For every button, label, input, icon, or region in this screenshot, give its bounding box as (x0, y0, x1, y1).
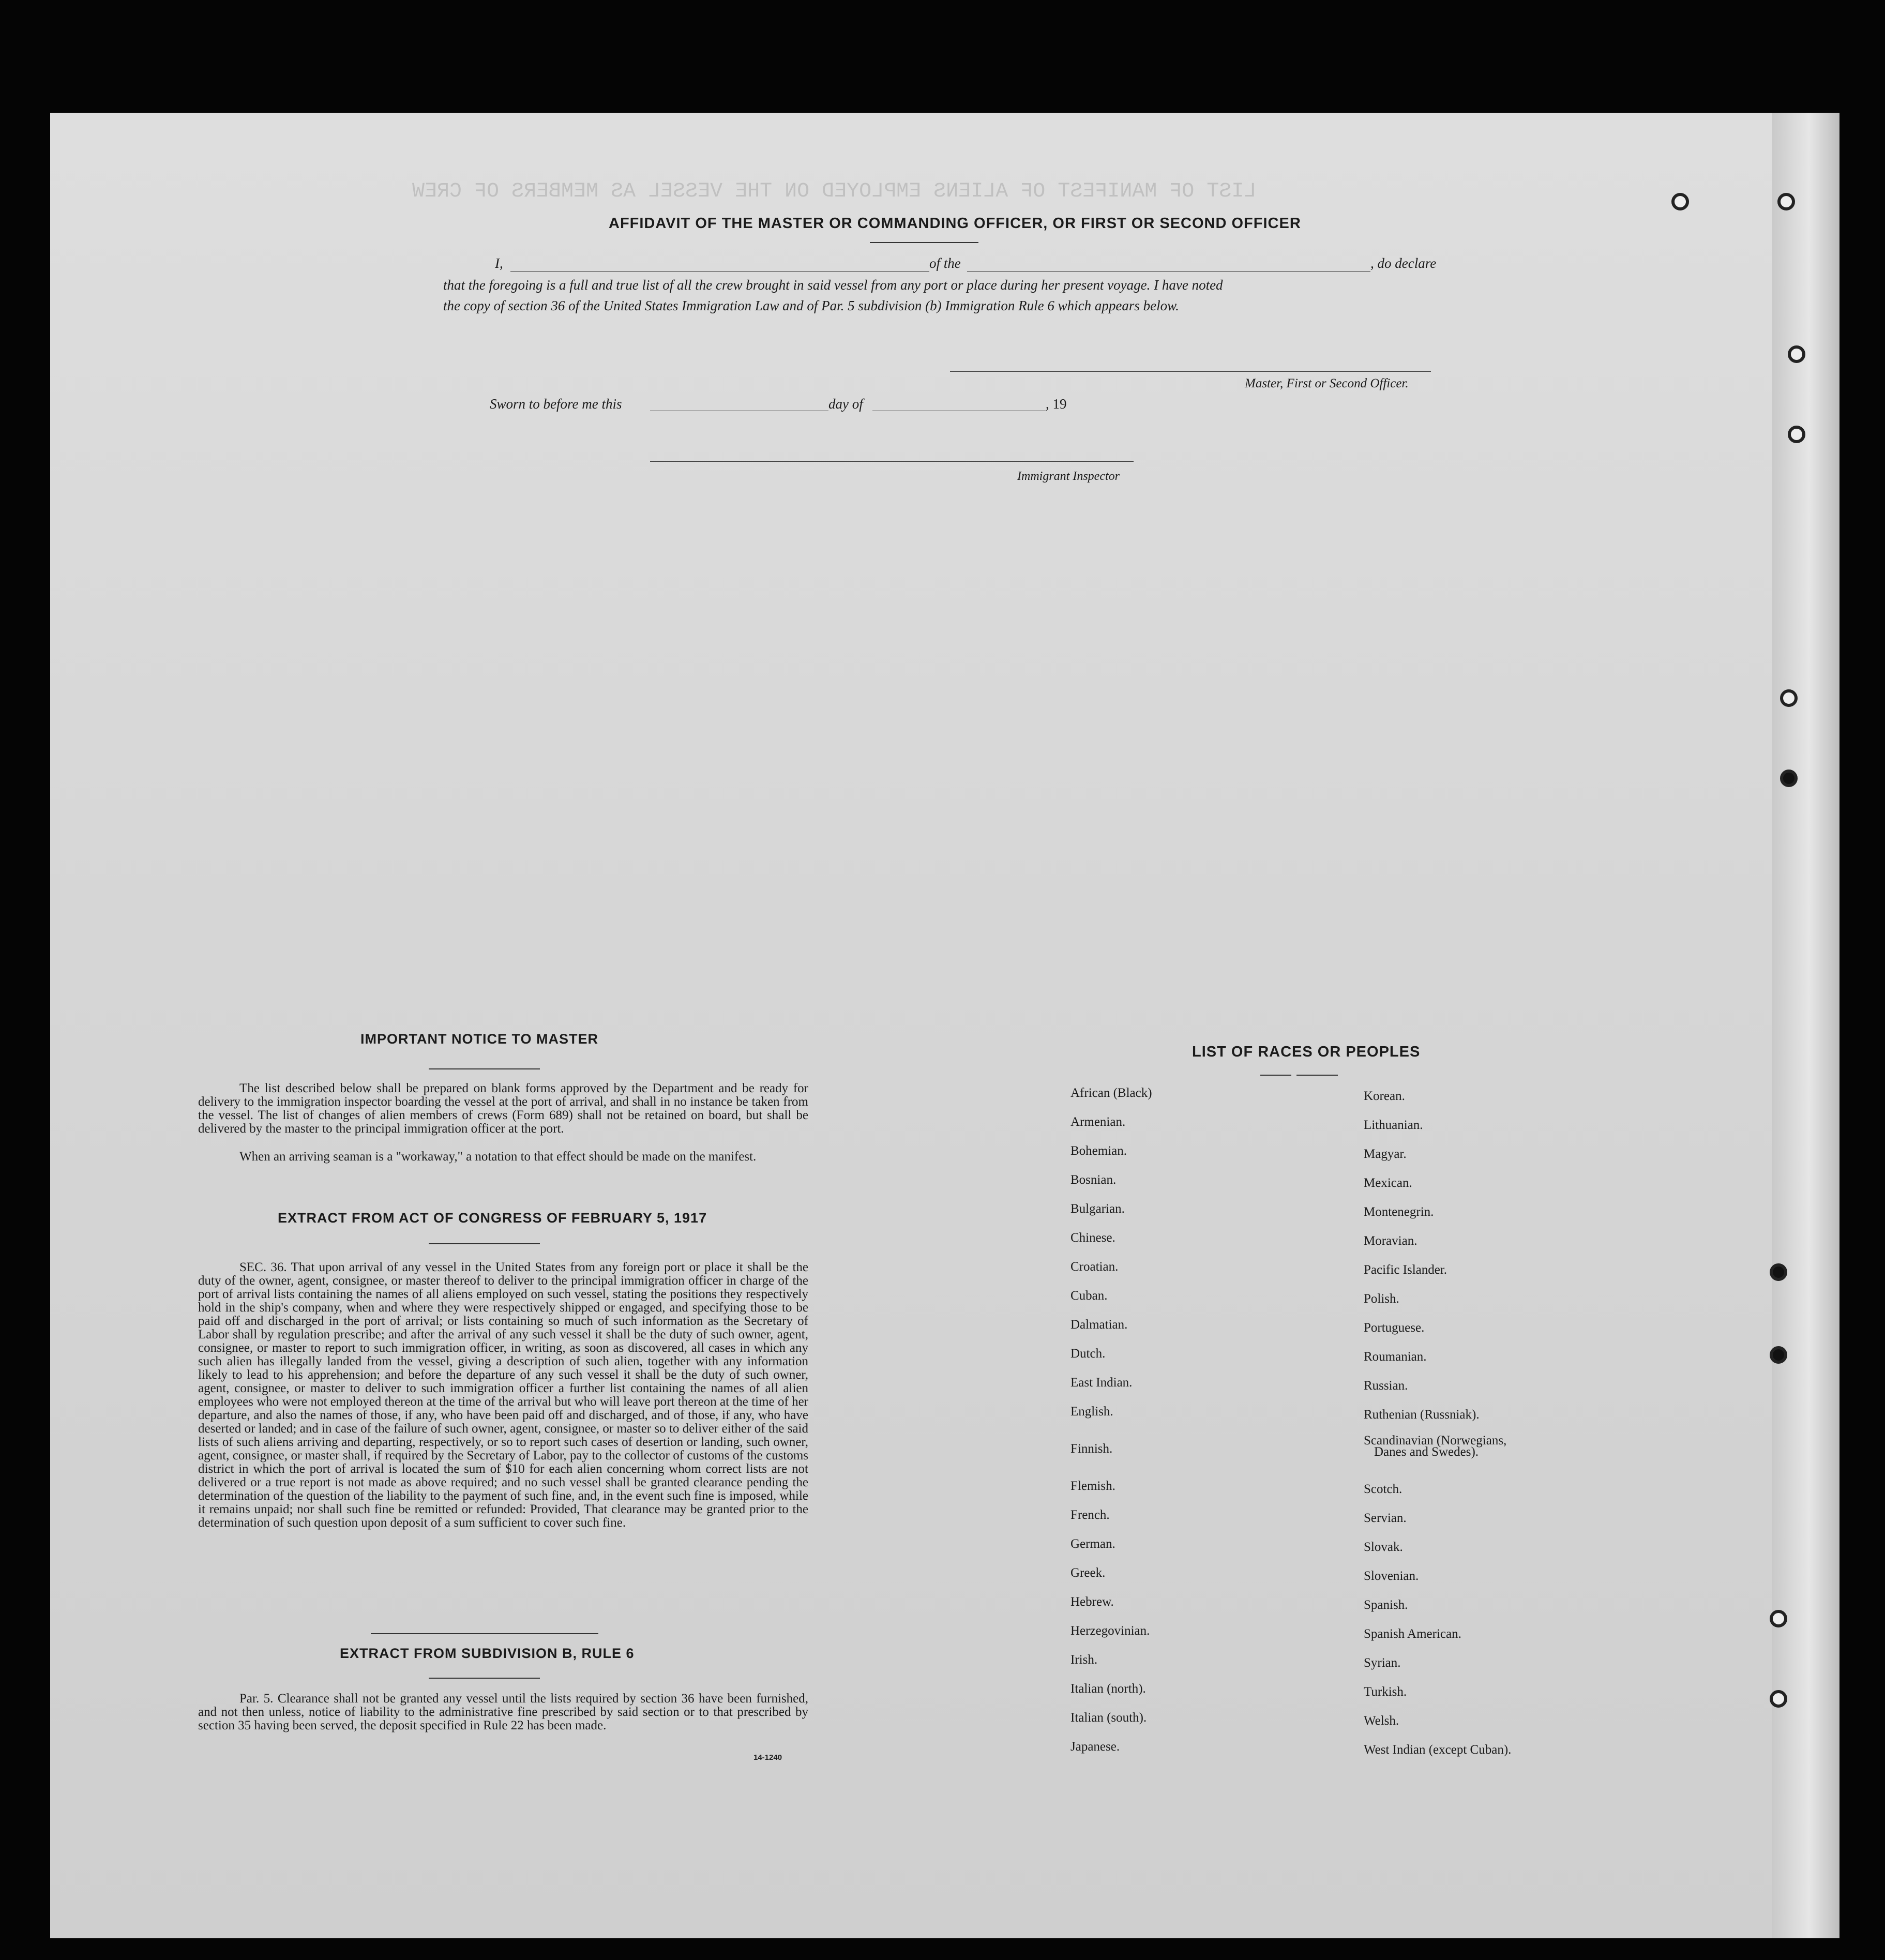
name-blank[interactable] (510, 271, 929, 272)
divider (371, 1633, 598, 1634)
affidavit-title: AFFIDAVIT OF THE MASTER OR COMMANDING OFFICER, OR FIRST OR SECOND OFFICER (609, 215, 1301, 232)
form-number: 14-1240 (753, 1753, 782, 1762)
race-item: Finnish. (1070, 1442, 1113, 1456)
race-item: East Indian. (1070, 1376, 1133, 1390)
race-item: Croatian. (1070, 1260, 1119, 1274)
affidavit-i: I, (495, 255, 503, 271)
race-item: Greek. (1070, 1566, 1106, 1580)
race-item: Slovenian. (1364, 1569, 1419, 1583)
race-item: Spanish. (1364, 1598, 1408, 1612)
race-item: African (Black) (1070, 1086, 1152, 1100)
page-edge (1772, 113, 1839, 1938)
signature-line[interactable] (950, 371, 1431, 372)
race-item: Servian. (1364, 1511, 1407, 1525)
binder-hole (1671, 193, 1689, 210)
race-item: English. (1070, 1405, 1113, 1419)
race-item: Pacific Islander. (1364, 1263, 1447, 1277)
vessel-blank[interactable] (967, 271, 1370, 272)
race-item: Welsh. (1364, 1714, 1399, 1728)
race-item: Russian. (1364, 1379, 1408, 1393)
race-item: Ruthenian (Russniak). (1364, 1408, 1480, 1422)
binder-hole (1780, 689, 1798, 707)
act-text: SEC. 36. That upon arrival of any vessel in the United States from any foreign port or place it shall be the duty of the owner, agent, consignee, or master thereof to deliver to the principal immigration officer in charge of the port of arrival lists containing the names of all aliens employed on such vessel, stating the positions they respectively hold in the ship's company, when and where they were respectively shipped or engaged, and specifying those to be paid off and discharged in the port of arrival; or lists containing so much of such information as the Secretary of Labor shall by regulation prescribe; and after the arrival of any such vessel it shall be the duty of such owner, agent, consignee, or master to report to such immigration officer, in writing, as soon as discovered, all cases in which any such alien has illegally landed from the vessel, giving a description of such alien, together with any information likely to lead to his apprehension; and before the departure of any such vessel it shall be the duty of such owner, agent, consignee, or master to deliver to such immigration officer a further list containing the names of all alien employees who were not employed thereon at the time of the arrival but who will leave port thereon at the time of her departure, and also the names of those, if any, who have been paid off and discharged, and of those, if any, who have deserted or landed; and in case of the failure of such owner, agent, consignee, or master so to deliver either of the said lists of such aliens arriving and departing, respectively, or so to report such cases of desertion or landing, such owner, agent, consignee, or master shall, if required by the Secretary of Labor, pay to the collector of customs of the customs district in which the port of arrival is located the sum of $10 for each alien concerning whom correct lists are not delivered or a true report is not made as above required; and no such vessel shall be granted clearance pending the determination of the question of the liability to the payment of such fine, and, in the event such fine is imposed, while it remains unpaid; nor shall such fine be remitted or refunded: Provided, That clearance may be granted prior to the determination of such question upon deposit of a sum sufficient to cover such fine. (198, 1260, 808, 1530)
race-item: Japanese. (1070, 1740, 1120, 1754)
notice-paragraph-1: The list described below shall be prepared on blank forms approved by the Department and be ready for delivery to the immigration inspector boarding the vessel at the port of arrival, and shall in no instance be taken from the vessel. The list of changes of alien members of crews (Form 689) shall not be retained on board, but shall be delivered by the master to the principal immigration officer at the port. (198, 1081, 808, 1136)
document-page (50, 113, 1839, 1938)
race-item: Magyar. (1364, 1147, 1407, 1161)
year-text: , 19 (1046, 396, 1067, 412)
notice-paragraph-2: When an arriving seaman is a "workaway," a notation to that effect should be made on the manifest. (239, 1150, 757, 1164)
divider (870, 242, 978, 243)
binder-hole (1788, 426, 1805, 443)
race-item: Italian (south). (1070, 1711, 1147, 1725)
rule6-text: Par. 5. Clearance shall not be granted any vessel until the lists required by section 36 have been furnished, and not then unless, notice of liability to the administrative fine prescribed by said section or to that prescribed by section 35 having been served, the deposit specified in Rule 22 has been made. (198, 1692, 808, 1732)
race-item: Lithuanian. (1364, 1118, 1423, 1132)
race-item: French. (1070, 1508, 1110, 1522)
race-item: Irish. (1070, 1653, 1098, 1667)
notice-title: IMPORTANT NOTICE TO MASTER (360, 1031, 598, 1047)
race-item: Scotch. (1364, 1482, 1403, 1496)
race-item: Flemish. (1070, 1479, 1115, 1493)
race-item: Mexican. (1364, 1176, 1412, 1190)
act-title: EXTRACT FROM ACT OF CONGRESS OF FEBRUARY 5, 1917 (278, 1210, 707, 1226)
binder-hole (1770, 1690, 1787, 1708)
race-item: Cuban. (1070, 1289, 1108, 1303)
inspector-label: Immigrant Inspector (1017, 470, 1120, 483)
race-item: Scandinavian (Norwegians, (1364, 1434, 1507, 1448)
affidavit-line3: the copy of section 36 of the United States Immigration Law and of Par. 5 subdivision (b) Immigration Rule 6 which appears below. (443, 298, 1179, 313)
race-item: Polish. (1364, 1292, 1399, 1306)
sworn-text: Sworn to before me this (490, 396, 622, 412)
race-item: Bosnian. (1070, 1173, 1117, 1187)
race-item: Syrian. (1364, 1656, 1401, 1670)
divider (1260, 1075, 1291, 1076)
binder-hole (1770, 1263, 1787, 1281)
race-item: Slovak. (1364, 1540, 1403, 1554)
signature-label: Master, First or Second Officer. (1245, 376, 1409, 390)
race-item: Chinese. (1070, 1231, 1115, 1245)
affidavit-of-the: of the (929, 255, 961, 271)
races-title: LIST OF RACES OR PEOPLES (1192, 1044, 1421, 1060)
affidavit-declare: , do declare (1370, 255, 1437, 271)
race-item: Portuguese. (1364, 1321, 1425, 1335)
binder-hole (1788, 345, 1805, 363)
race-item: Herzegovinian. (1070, 1624, 1150, 1638)
race-item: Armenian. (1070, 1115, 1126, 1129)
bleed-through: LIST OF MANIFEST OF ALIENS EMPLOYED ON THE VESSEL AS MEMBERS OF CREW (412, 180, 1257, 203)
race-item: Dutch. (1070, 1347, 1106, 1361)
race-item: Moravian. (1364, 1234, 1417, 1248)
affidavit-line2: that the foregoing is a full and true list of all the crew brought in said vessel from any port or place during her present voyage. I have noted (443, 277, 1223, 293)
race-item: Spanish American. (1364, 1627, 1461, 1641)
race-item: Roumanian. (1364, 1350, 1427, 1364)
race-item: Turkish. (1364, 1685, 1407, 1699)
race-item: Dalmatian. (1070, 1318, 1128, 1332)
race-item: Bulgarian. (1070, 1202, 1125, 1216)
binder-hole (1777, 193, 1795, 210)
inspector-signature-line[interactable] (650, 461, 1134, 462)
race-item: Montenegrin. (1364, 1205, 1434, 1219)
race-item: West Indian (except Cuban). (1364, 1743, 1512, 1757)
divider (429, 1243, 540, 1244)
divider (1296, 1075, 1338, 1076)
divider (429, 1678, 540, 1679)
race-item: Danes and Swedes). (1374, 1445, 1479, 1459)
race-item: Italian (north). (1070, 1682, 1146, 1696)
rule6-title: EXTRACT FROM SUBDIVISION B, RULE 6 (340, 1646, 635, 1661)
race-item: Bohemian. (1070, 1144, 1127, 1158)
race-item: Hebrew. (1070, 1595, 1114, 1609)
binder-hole (1770, 1610, 1787, 1627)
binder-hole (1770, 1346, 1787, 1364)
binder-hole (1780, 770, 1798, 787)
race-item: German. (1070, 1537, 1115, 1551)
day-of-text: day of (828, 396, 863, 412)
divider (429, 1068, 540, 1069)
race-item: Korean. (1364, 1089, 1405, 1103)
